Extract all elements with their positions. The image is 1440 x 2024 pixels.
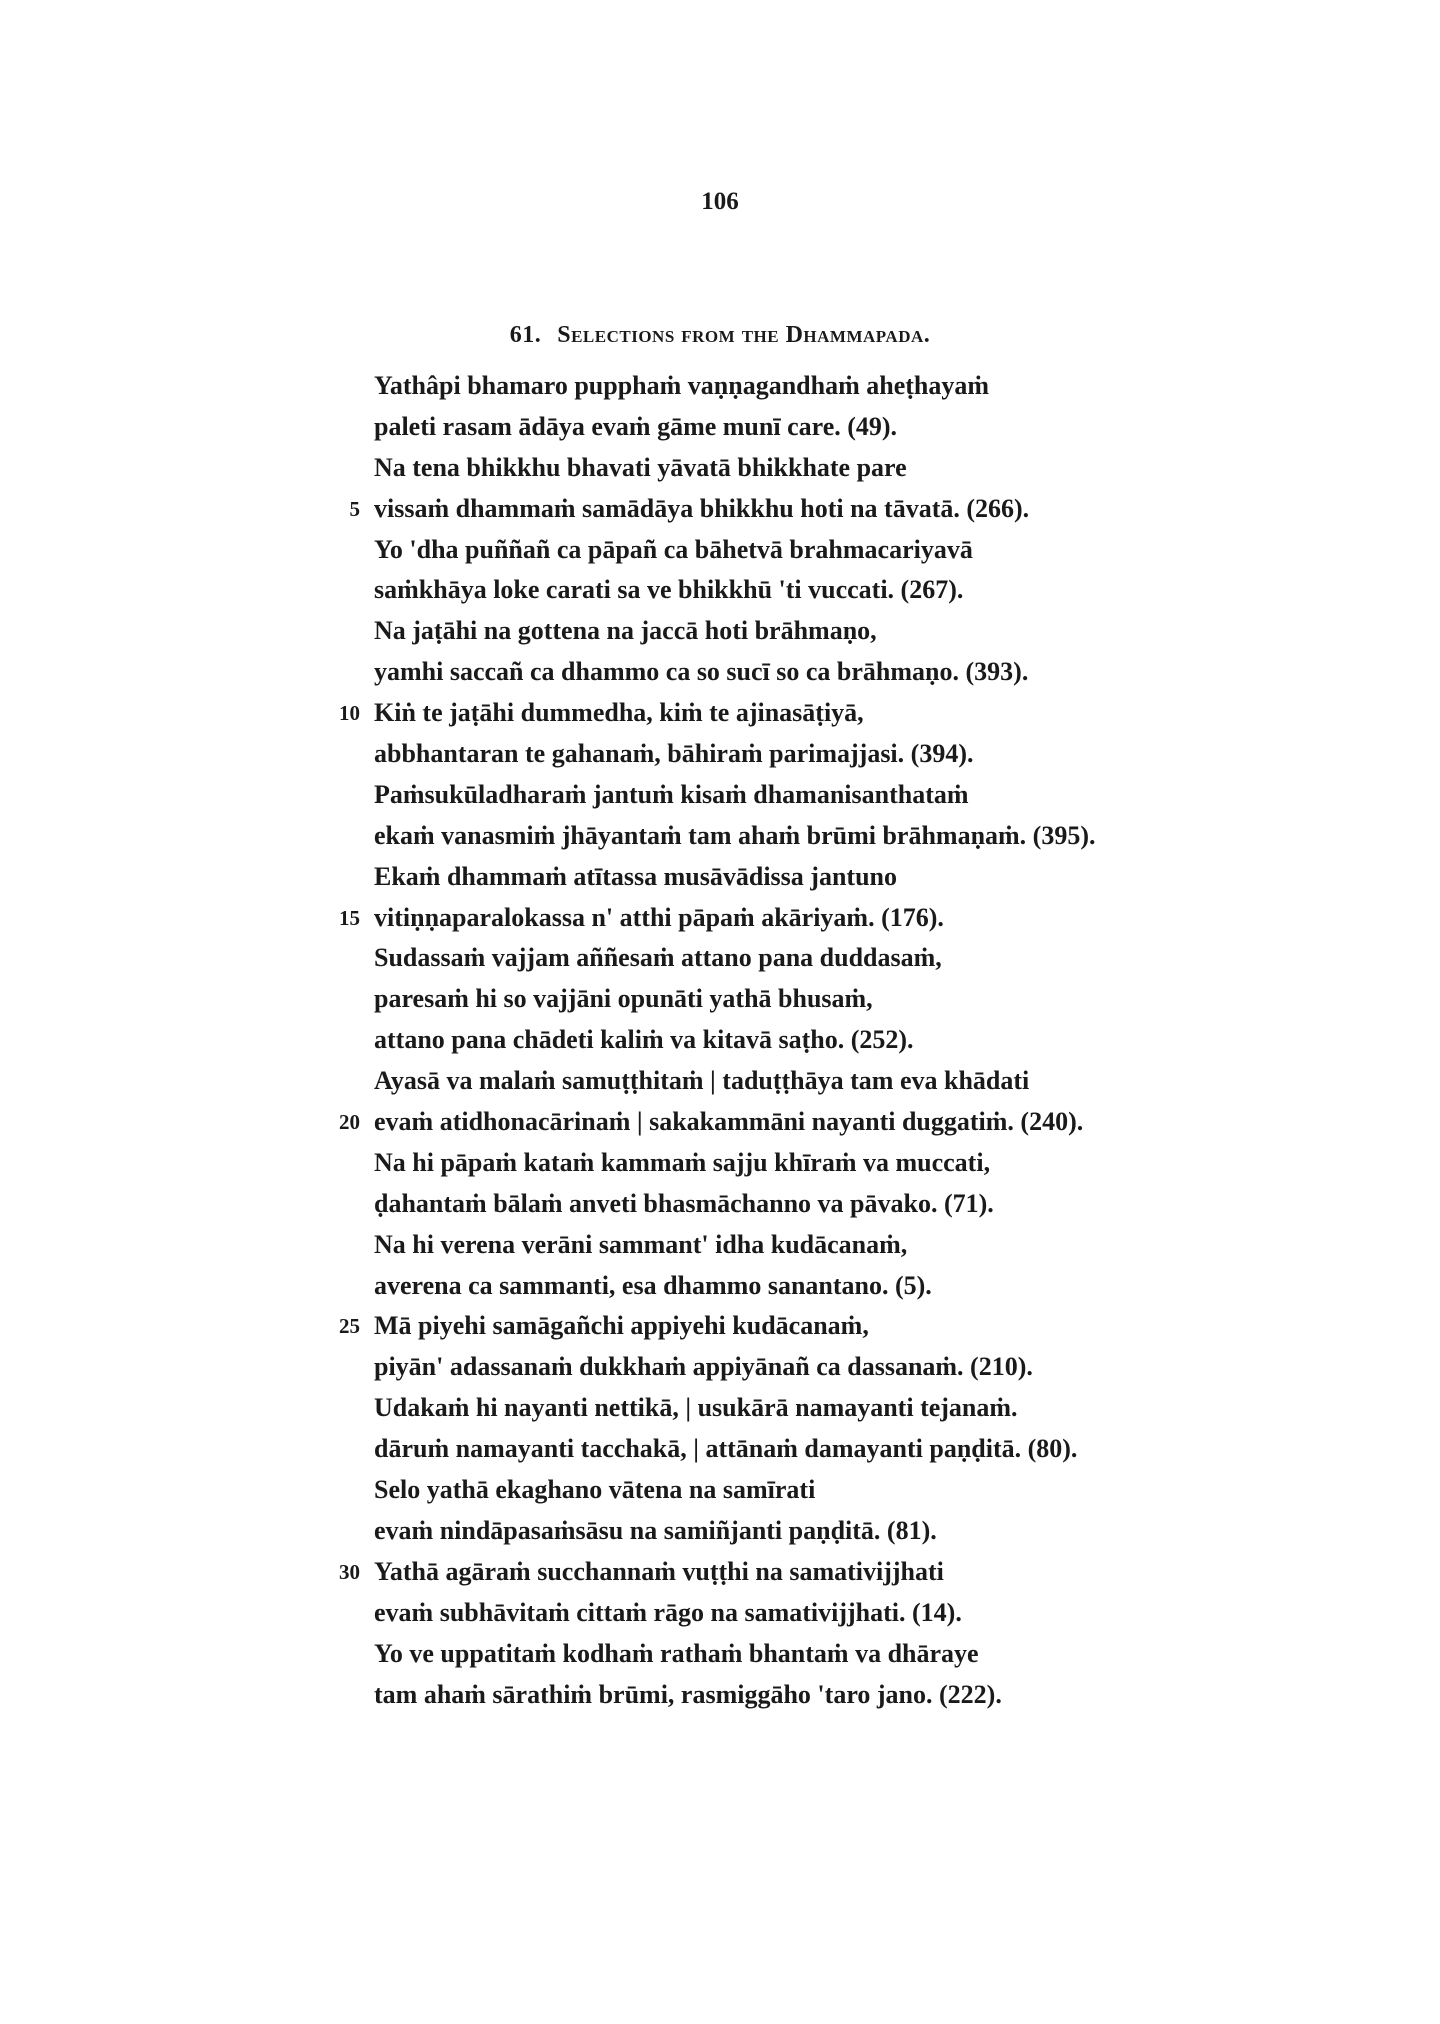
verse-line-text: vissaṁ dhammaṁ samādāya bhikkhu hoti na tāvatā. (266). xyxy=(374,493,1030,523)
verse-line-text: averena ca sammanti, esa dhammo sanantano. (5). xyxy=(374,1270,932,1300)
verse-line xyxy=(339,898,1384,939)
verse-line xyxy=(374,1593,1384,1634)
verse-line xyxy=(374,407,1384,448)
verse-line-text: saṁkhāya loke carati sa ve bhikkhū 'ti vuccati. (267). xyxy=(374,575,964,605)
verse-line xyxy=(374,734,1384,775)
verse-line-text: yamhi saccañ ca dhammo ca so sucī so ca brāhmaṇo. (393). xyxy=(374,657,1029,687)
verse-line-text: dāruṁ namayanti tacchakā, | attānaṁ damayanti paṇḍitā. (80). xyxy=(374,1434,1078,1464)
verse-line xyxy=(374,816,1384,857)
verse-line-text: Na hi verena verāni sammant' idha kudācanaṁ, xyxy=(374,1229,908,1259)
verse-line xyxy=(374,1511,1384,1552)
verse-line xyxy=(339,693,1384,734)
line-number: 30 xyxy=(339,1559,360,1584)
verse-line-text: evaṁ atidhonacārinaṁ | sakakammāni nayanti duggatiṁ. (240). xyxy=(374,1107,1084,1137)
verse-line xyxy=(374,570,1384,611)
verse-line xyxy=(374,938,1384,979)
verse-line-text: evaṁ subhāvitaṁ cittaṁ rāgo na samativijjhati. (14). xyxy=(374,1597,962,1627)
verse-line-text: piyān' adassanaṁ dukkhaṁ appiyānañ ca dassanaṁ. (210). xyxy=(374,1352,1033,1382)
verse-line xyxy=(374,1634,1384,1675)
verse-line xyxy=(374,1388,1384,1429)
verse-line xyxy=(374,366,1384,407)
verse-line-text: Ayasā va malaṁ samuṭṭhitaṁ | taduṭṭhāya tam eva khādati xyxy=(374,1066,1030,1096)
verse-line xyxy=(374,775,1384,816)
verse-line xyxy=(374,1225,1384,1266)
verse-line xyxy=(374,1675,1384,1716)
verse-line xyxy=(374,652,1384,693)
line-number: 5 xyxy=(349,496,360,521)
verse-line-text: vitiṇṇaparalokassa n' atthi pāpaṁ akāriyaṁ. (176). xyxy=(374,902,944,932)
line-number: 10 xyxy=(339,701,360,726)
verse-line-text: Sudassaṁ vajjam aññesaṁ attano pana duddasaṁ, xyxy=(374,943,942,973)
verse-line xyxy=(349,489,1384,530)
verse-line-text: evaṁ nindāpasaṁsāsu na samiñjanti paṇḍitā. (81). xyxy=(374,1515,937,1545)
verse-line-text: Yo ve uppatitaṁ kodhaṁ rathaṁ bhantaṁ va dhāraye xyxy=(374,1638,979,1668)
verse-line-text: Yathā agāraṁ succhannaṁ vuṭṭhi na samativijjhati xyxy=(374,1556,944,1586)
verse-line-text: Kiṅ te jaṭāhi dummedha, kiṁ te ajinasāṭiyā, xyxy=(374,698,864,728)
verse-line xyxy=(374,530,1384,571)
verse-line xyxy=(374,1020,1384,1061)
verse-line-text: tam ahaṁ sārathiṁ brūmi, rasmiggāho 'taro jano. (222). xyxy=(374,1679,1002,1709)
verse-line-text: paresaṁ hi so vajjāni opunāti yathā bhusaṁ, xyxy=(374,984,873,1014)
verse-line-text: Udakaṁ hi nayanti nettikā, | usukārā namayanti tejanaṁ. xyxy=(374,1393,1018,1423)
verse-line xyxy=(339,1552,1384,1593)
verse-line xyxy=(374,1266,1384,1307)
section-number: 61. xyxy=(509,322,542,348)
verse-line xyxy=(339,1306,1384,1347)
verse-line xyxy=(374,611,1384,652)
verse-line-text: Selo yathā ekaghano vātena na samīrati xyxy=(374,1475,816,1505)
verse-line-text: Na tena bhikkhu bhavati yāvatā bhikkhate pare xyxy=(374,452,907,482)
verse-line-text: ḍahantaṁ bālaṁ anveti bhasmāchanno va pāvako. (71). xyxy=(374,1188,994,1218)
verse-line-text: Mā piyehi samāgañchi appiyehi kudācanaṁ, xyxy=(374,1311,869,1341)
verse-line xyxy=(374,1347,1384,1388)
section-title: Selections from the Dhammapada. xyxy=(557,322,931,348)
verse-line-text: Yathâpi bhamaro pupphaṁ vaṇṇagandhaṁ aheṭhayaṁ xyxy=(374,371,990,400)
verse-line xyxy=(374,1429,1384,1470)
verse-line-text: ekaṁ vanasmiṁ jhāyantaṁ tam ahaṁ brūmi brāhmaṇaṁ. (395). xyxy=(374,820,1096,850)
verse-line xyxy=(374,979,1384,1020)
line-number: 25 xyxy=(339,1314,360,1339)
verse-line-text: attano pana chādeti kaliṁ va kitavā saṭho. (252). xyxy=(374,1025,914,1055)
line-number: 15 xyxy=(339,905,360,930)
verse-line-text: paleti rasam ādāya evaṁ gāme munī care. (49). xyxy=(374,411,898,441)
section-heading xyxy=(0,322,1440,349)
verse-line xyxy=(374,857,1384,898)
verse-line-text: Na jaṭāhi na gottena na jaccā hoti brāhmaṇo, xyxy=(374,616,877,646)
verse-line xyxy=(374,1470,1384,1511)
page-number: 106 xyxy=(701,188,739,215)
verse-line xyxy=(374,448,1384,489)
verse-line-text: Ekaṁ dhammaṁ atītassa musāvādissa jantuno xyxy=(374,861,897,891)
verse-line-text: abbhantaran te gahanaṁ, bāhiraṁ parimajjasi. (394). xyxy=(374,739,974,769)
verse-line xyxy=(374,1143,1384,1184)
verse-line-text: Paṁsukūladharaṁ jantuṁ kisaṁ dhamanisanthataṁ xyxy=(374,779,969,809)
verse-line-text: Na hi pāpaṁ kataṁ kammaṁ sajju khīraṁ va muccati, xyxy=(374,1147,991,1177)
line-number: 20 xyxy=(339,1110,360,1135)
verse-line xyxy=(374,1061,1384,1102)
verse-line xyxy=(374,1184,1384,1225)
verse-line xyxy=(339,1102,1384,1143)
verse-text xyxy=(339,366,1384,1715)
verse-line-text: Yo 'dha puññañ ca pāpañ ca bāhetvā brahmacariyavā xyxy=(374,534,973,564)
